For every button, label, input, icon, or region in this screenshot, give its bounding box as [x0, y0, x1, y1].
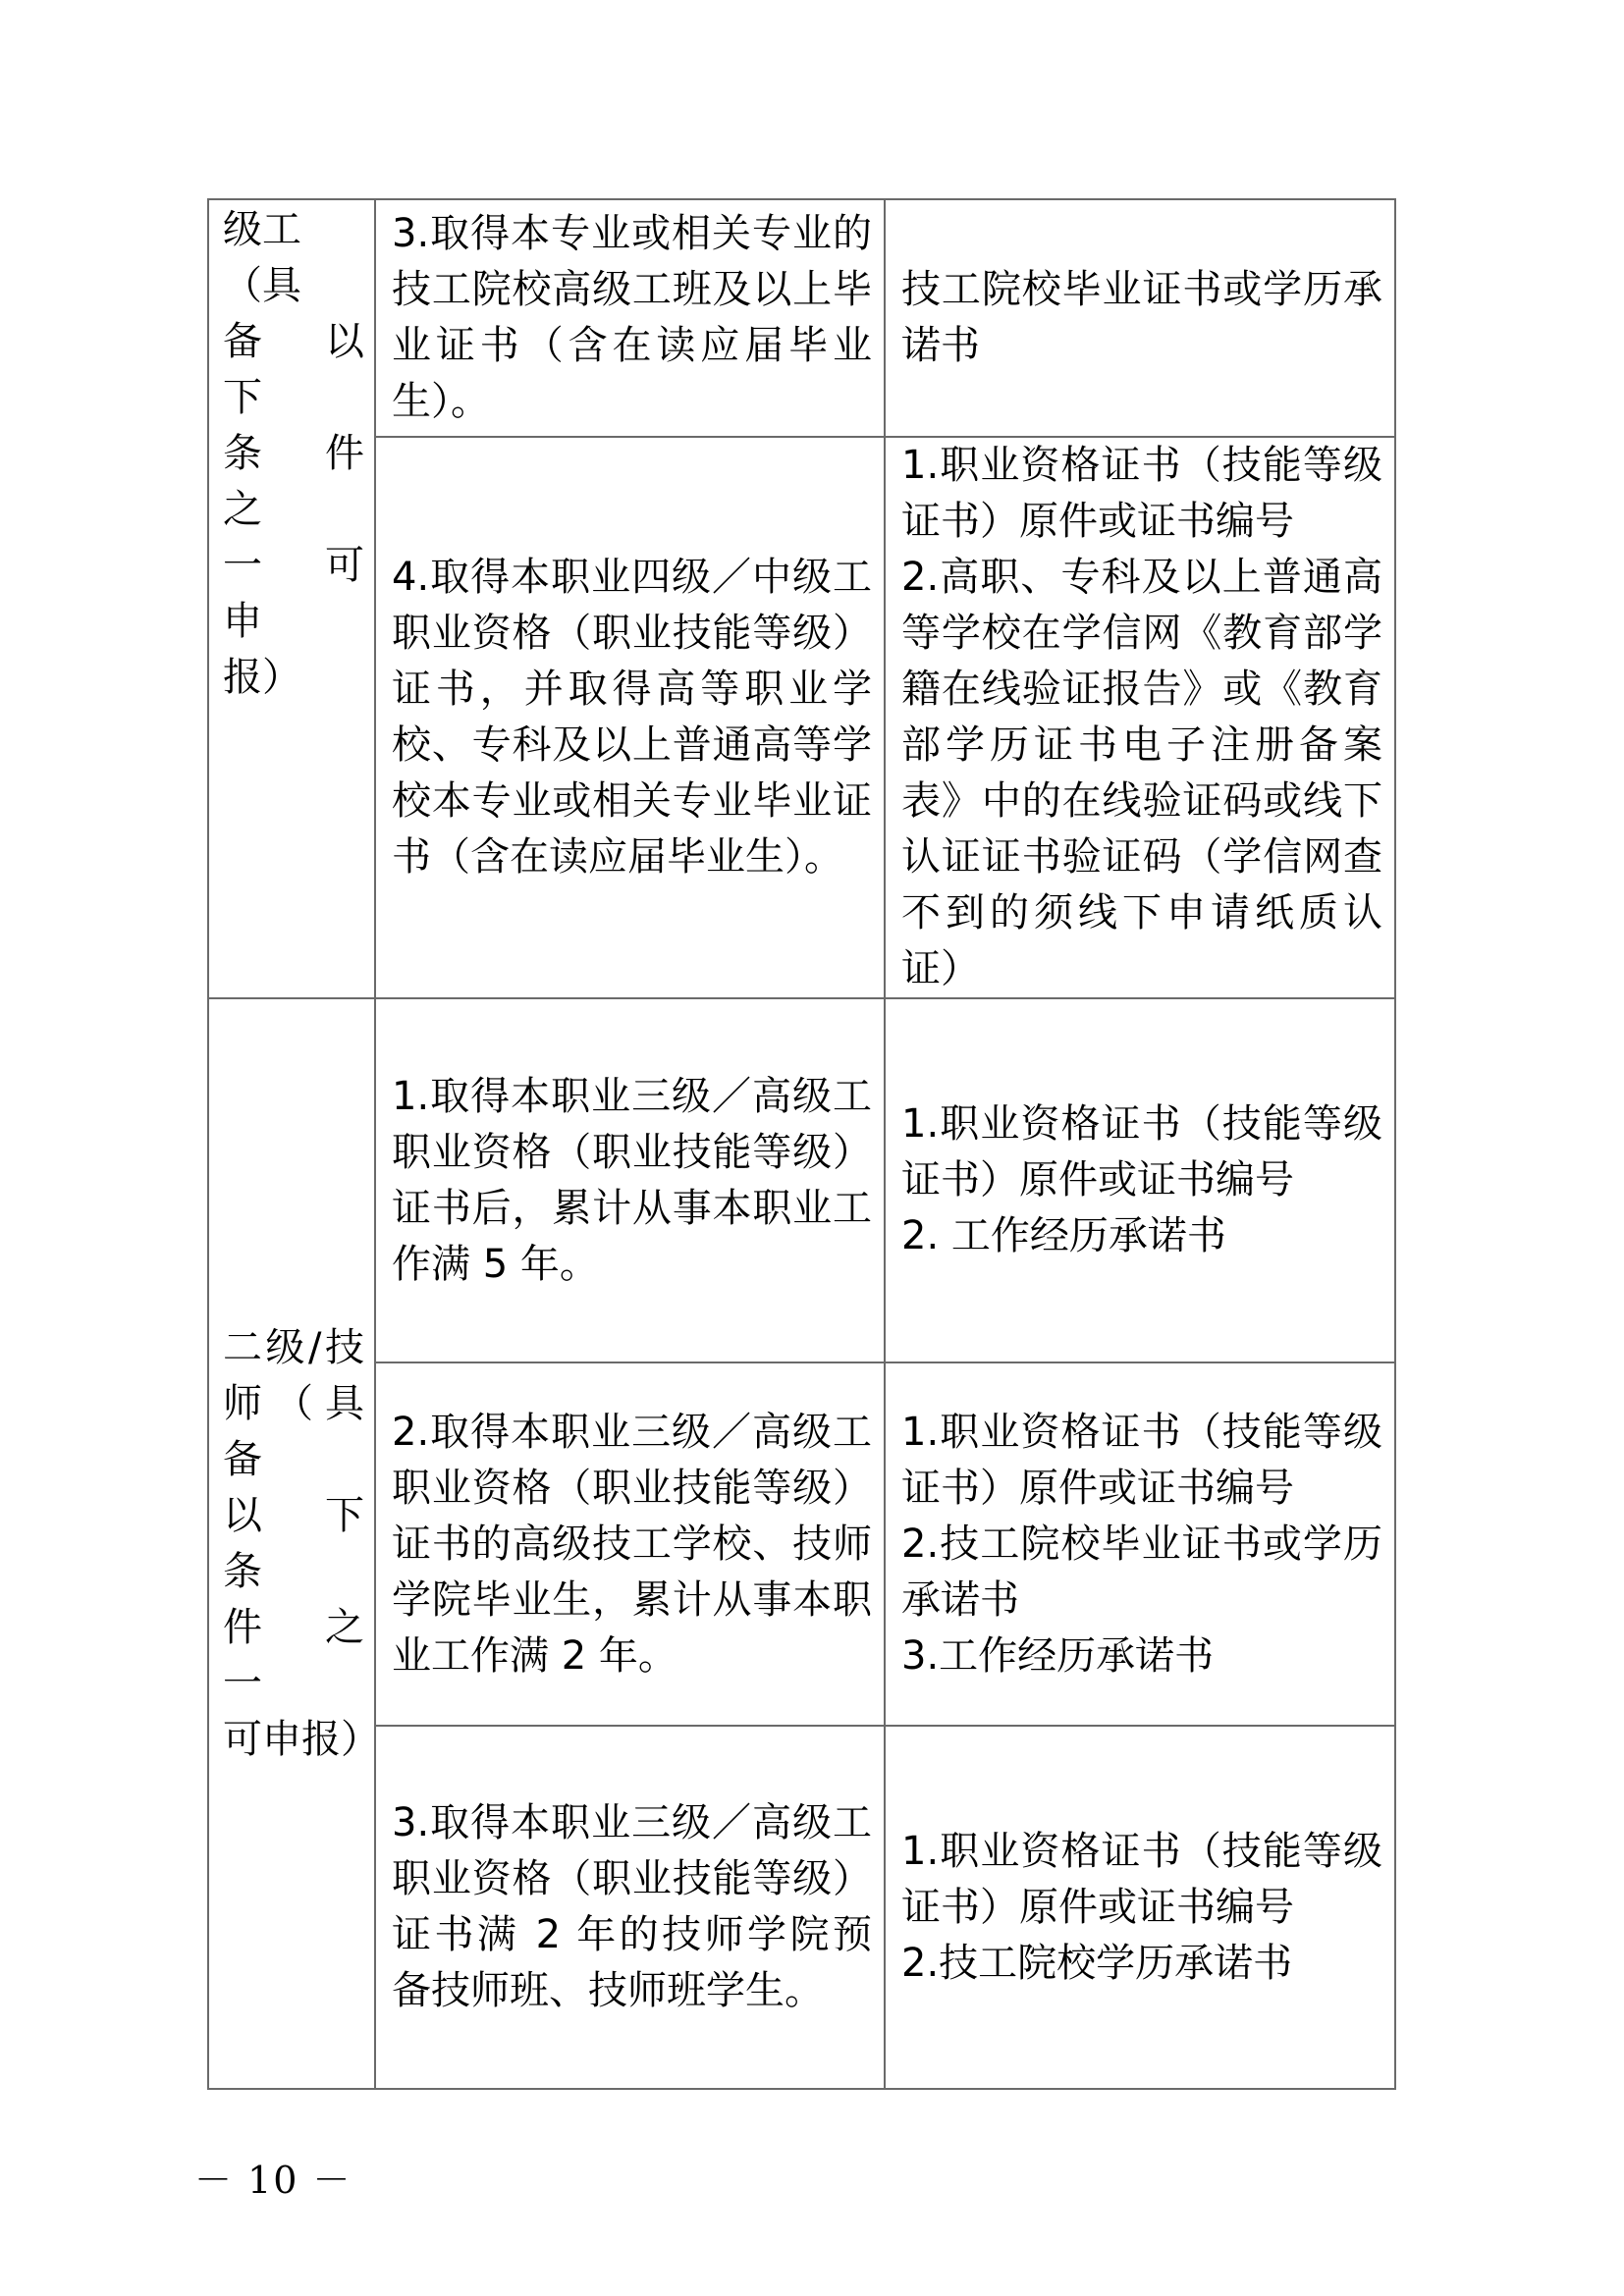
- level-line: 可申报）: [223, 1716, 380, 1762]
- materials-text: 1.职业资格证书（技能等级证书）原件或证书编号 2.技工院校学历承诺书: [901, 1828, 1382, 1986]
- condition-text: 2.取得本职业三级／高级工职业资格（职业技能等级）证书的高级技工学校、技师学院毕业生，累计从事本职业工作满 2 年。: [392, 1409, 872, 1679]
- condition-cell: [375, 199, 885, 437]
- condition-text: 3.取得本职业三级／高级工职业资格（职业技能等级）证书满 2 年的技师学院预备技师班、技师班学生。: [392, 1800, 872, 2013]
- condition-cell: [375, 1362, 885, 1726]
- materials-text: 1.职业资格证书（技能等级证书）原件或证书编号 2.技工院校毕业证书或学历承诺书 3.工作经历承诺书: [901, 1409, 1382, 1679]
- level-line: 以 下 条: [223, 1492, 364, 1594]
- level-line: 二级/技: [223, 1324, 364, 1370]
- condition-cell: [375, 998, 885, 1362]
- level-line: 条 件 之: [223, 431, 364, 532]
- table-row: [208, 1726, 1395, 2089]
- level-cell: [208, 199, 375, 998]
- condition-text: 4.取得本职业四级／中级工职业资格（职业技能等级）证书，并取得高等职业学校、专科及以上普通高等学校本专业或相关专业毕业证书（含在读应届毕业生）。: [392, 555, 872, 880]
- materials-text: 1.职业资格证书（技能等级证书）原件或证书编号 2. 工作经历承诺书: [901, 1101, 1382, 1258]
- materials-cell: [885, 1362, 1395, 1726]
- condition-text: 3.取得本专业或相关专业的技工院校高级工班及以上毕业证书（含在读应届毕业生）。: [392, 211, 872, 424]
- table-row: [208, 199, 1395, 437]
- materials-cell: [885, 437, 1395, 998]
- materials-text: 技工院校毕业证书或学历承诺书: [901, 267, 1382, 368]
- materials-text: 1.职业资格证书（技能等级证书）原件或证书编号 2.高职、专科及以上普通高等学校在学信网《教育部学籍在线验证报告》或《教育部学历证书电子注册备案 表》中的在线验证码或线下认证证书验证码（学信网查不到的须线下申请纸质认证）: [901, 443, 1382, 991]
- table-row: [208, 437, 1395, 998]
- level-line: 报）: [223, 655, 301, 700]
- level-line: 件 之 一: [223, 1604, 364, 1706]
- level-cell: [208, 998, 380, 2089]
- level-label: [209, 1320, 380, 1768]
- level-line: 师（具备: [223, 1380, 364, 1482]
- level-label: [209, 200, 374, 706]
- level-line: 备 以 下: [223, 319, 364, 420]
- requirements-table: [207, 198, 1396, 2090]
- condition-cell: [375, 437, 885, 998]
- table-row: [208, 998, 1395, 1362]
- materials-cell: [885, 998, 1395, 1362]
- condition-cell: [375, 1726, 885, 2089]
- page-number: － 10 －: [194, 2159, 352, 2202]
- materials-cell: [885, 199, 1395, 437]
- level-line: 级工（具: [223, 207, 301, 308]
- table-row: [208, 1362, 1395, 1726]
- condition-text: 1.取得本职业三级／高级工职业资格（职业技能等级）证书后，累计从事本职业工作满 5 年。: [392, 1073, 872, 1287]
- materials-cell: [885, 1726, 1395, 2089]
- level-line: 一 可 申: [223, 543, 364, 644]
